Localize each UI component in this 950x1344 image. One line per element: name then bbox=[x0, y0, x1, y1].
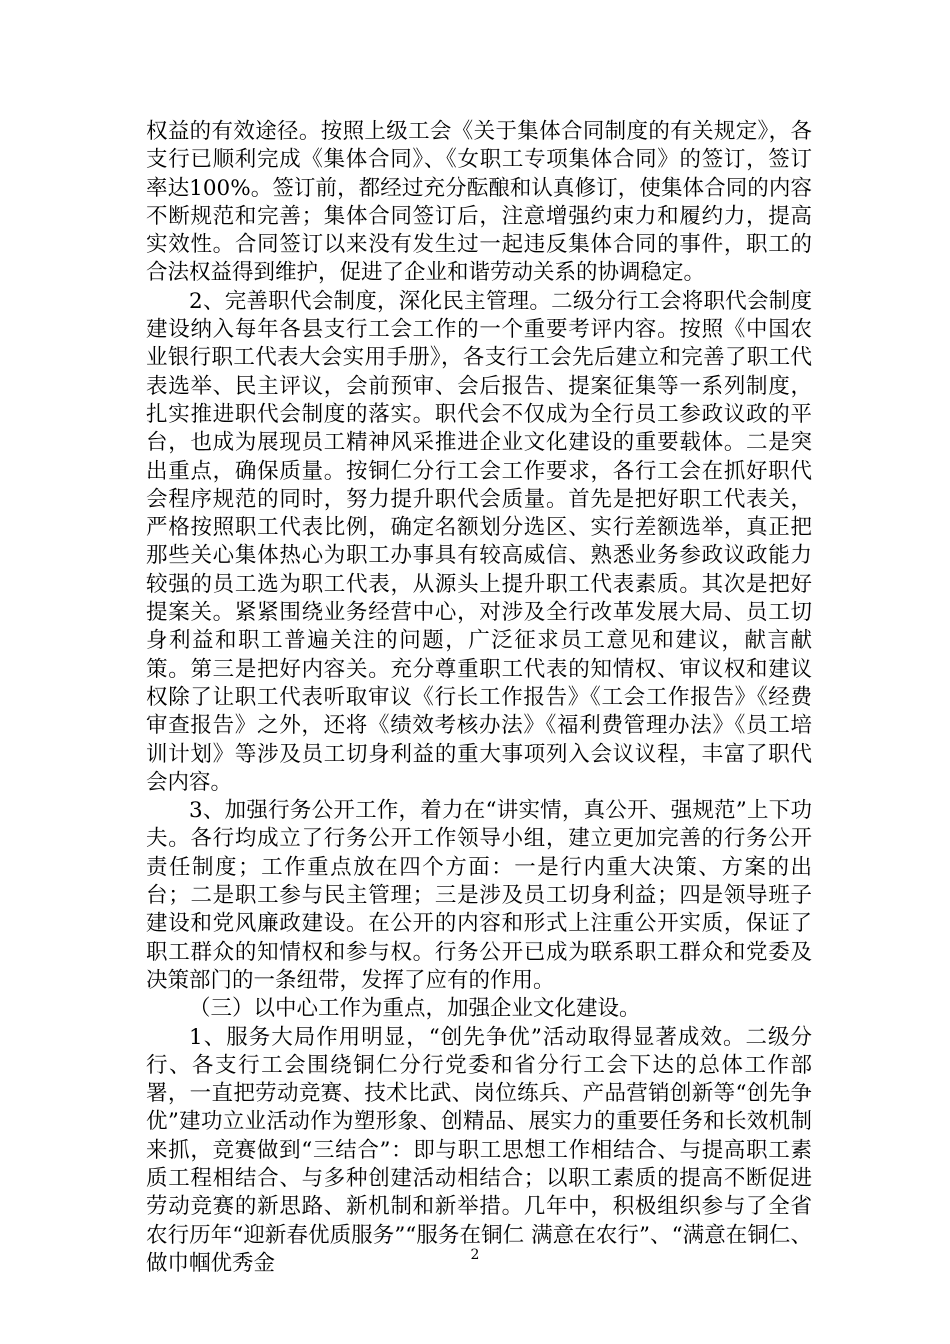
document-body bbox=[146, 118, 812, 1278]
paragraph-collective-contract: 权益的有效途径。按照上级工会《关于集体合同制度的有关规定》，各支行已顺利完成《集体合同》、《女职工专项集体合同》的签订，签订率达100%。签订前，都经过充分酝酿和认真修订，使集体合同的内容不断规范和完善；集体合同签订后，注意增强约束力和履约力，提高实效性。合同签订以来没有发生过一起违反集体合同的事件，职工的合法权益得到维护，促进了企业和谐劳动关系的协调稳定。 bbox=[146, 119, 812, 286]
paragraph-excellence-campaign: 1、服务大局作用明显，“创先争优”活动取得显著成效。二级分行、各支行工会围绕铜仁分行党委和省分行工会下达的总体工作部署，一直把劳动竞赛、技术比武、岗位练兵、产品营销创新等“创先争优”建功立业活动作为塑形象、创精品、展实力的重要任务和长效机制来抓，竞赛做到“三结合”：即与职工思想工作相结合、与提高职工素质工程相结合、与多种创建活动相结合；以职工素质的提高不断促进劳动竞赛的新思路、新机制和新举措。几年中，积极组织参与了全省农行历年“迎新春优质服务”“服务在铜仁 满意在农行”、“满意在铜仁、做巾帼优秀金 bbox=[146, 1024, 812, 1276]
paragraph-affairs-disclosure: 3、加强行务公开工作，着力在“讲实情，真公开、强规范”上下功夫。各行均成立了行务公开工作领导小组，建立更加完善的行务公开责任制度；工作重点放在四个方面：一是行内重大决策、方案的出台；二是职工参与民主管理；三是涉及员工切身利益；四是领导班子建设和党风廉政建设。在公开的内容和形式上注重公开实质，保证了职工群众的知情权和参与权。行务公开已成为联系职工群众和党委及决策部门的一条纽带，发挥了应有的作用。 bbox=[146, 798, 812, 993]
paragraph-staff-congress: 2、完善职代会制度，深化民主管理。二级分行工会将职代会制度建设纳入每年各县支行工会工作的一个重要考评内容。按照《中国农业银行职工代表大会实用手册》，各支行工会先后建立和完善了职工代表选举、民主评议，会前预审、会后报告、提案征集等一系列制度，扎实推进职代会制度的落实。职代会不仅成为全行员工参政议政的平台，也成为展现员工精神风采推进企业文化建设的重要载体。二是突出重点，确保质量。按铜仁分行工会工作要求，各行工会在抓好职代会程序规范的同时，努力提升职代会质量。首先是把好职工代表关，严格按照职工代表比例，确定名额划分选区、实行差额选举，真正把那些关心集体热心为职工办事具有较高威信、熟悉业务参政议政能力较强的员工选为职工代表，从源头上提升职工代表素质。其次是把好提案关。紧紧围绕业务经营中心，对涉及全行改革发展大局、员工切身利益和职工普遍关注的问题，广泛征求员工意见和建议，献言献策。第三是把好内容关。充分尊重职工代表的知情权、审议权和建议权除了让职工代表听取审议《行长工作报告》《工会工作报告》《经费审查报告》之外，还将《绩效考核办法》《福利费管理办法》《员工培训计划》等涉及员工切身利益的重大事项列入会议议程，丰富了职代会内容。 bbox=[146, 288, 812, 795]
section-heading-corporate-culture: （三）以中心工作为重点，加强企业文化建设。 bbox=[189, 996, 641, 1022]
page-number: 2 bbox=[470, 1247, 480, 1263]
